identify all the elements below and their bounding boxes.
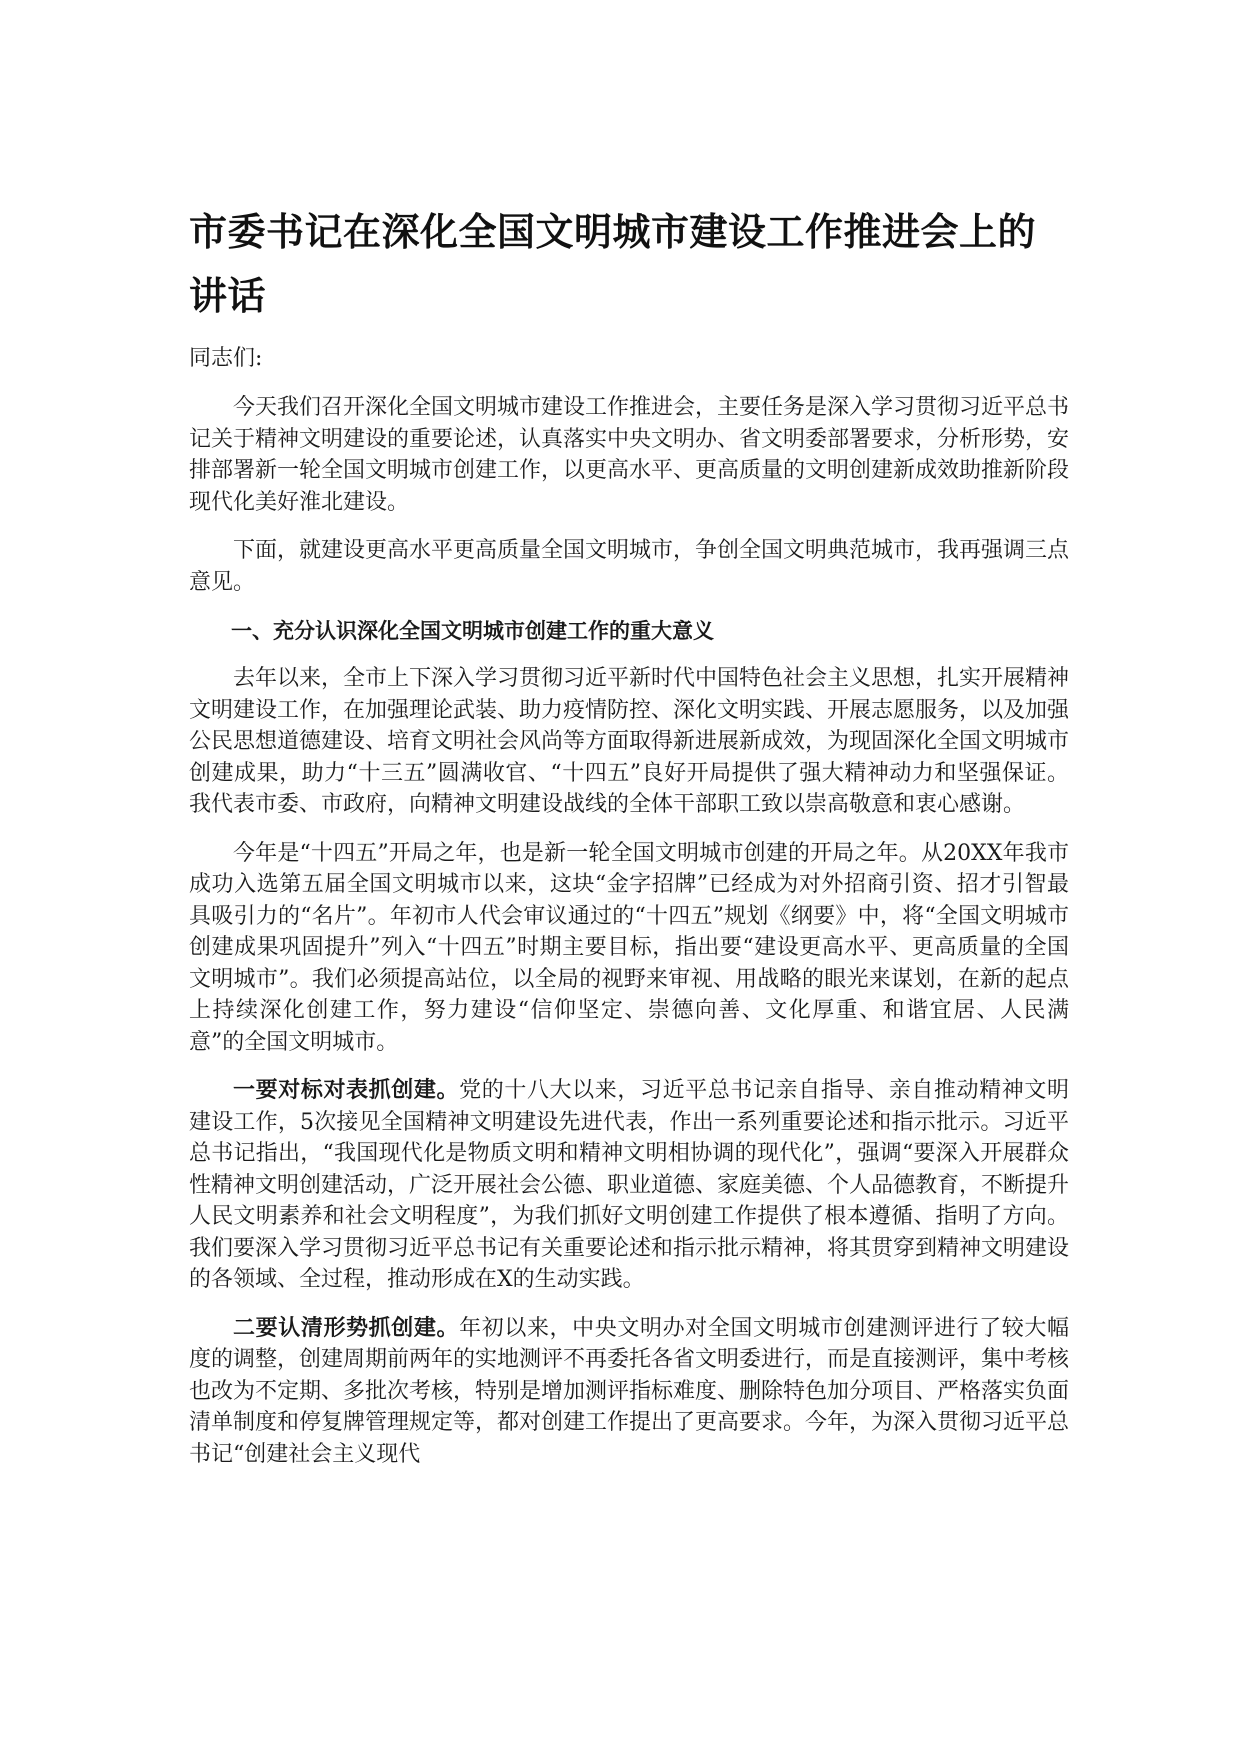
- point-two-lead: 二要认清形势抓创建。: [233, 1315, 460, 1341]
- document-title: 市委书记在深化全国文明城市建设工作推进会上的讲话: [189, 210, 1037, 318]
- section-paragraph-1: 去年以来，全市上下深入学习贯彻习近平新时代中国特色社会主义思想，扎实开展精神文明建设工作，在加强理论武装、助力疫情防控、深化文明实践、开展志愿服务，以及加强公民思想道德建设、培育文明社会风尚等方面取得新进展新成效，为现固深化全国文明城市创建成果，助力“十三五”圆满收官、“十四五”良好开局提供了强大精神动力和坚强保证。我代表市委、市政府，向精神文明建设战线的全体干部职工致以崇高敬意和衷心感谢。: [189, 666, 1070, 817]
- intro-paragraph-1: 今天我们召开深化全国文明城市建设工作推进会，主要任务是深入学习贯彻习近平总书记关于精神文明建设的重要论述，认真落实中央文明办、省文明委部署要求，分析形势，安排部署新一轮全国文明城市创建工作，以更高水平、更高质量的文明创建新成效助推新阶段现代化美好淮北建设。: [189, 395, 1070, 515]
- point-one-lead: 一要对标对表抓创建。: [233, 1078, 460, 1103]
- section-heading: 一、充分认识深化全国文明城市创建工作的重大意义: [231, 619, 714, 643]
- section-paragraph-2: 今年是“十四五”开局之年，也是新一轮全国文明城市创建的开局之年。从20XX年我市成功入选第五届全国文明城市以来，这块“金字招牌”已经成为对外招商引资、招才引智最具吸引力的“名片”。年初市人代会审议通过的“十四五”规划《纲要》中，将“全国文明城市创建成果巩固提升”列入“十四五”时期主要目标，指出要“建设更高水平、更高质量的全国文明城市”。我们必须提高站位，以全局的视野来审视、用战略的眼光来谋划，在新的起点上持续深化创建工作，努力建设“信仰坚定、崇德向善、文化厚重、和谐宜居、人民满意”的全国文明城市。: [189, 840, 1069, 1055]
- intro-paragraph-2: 下面，就建设更高水平更高质量全国文明城市，争创全国文明典范城市，我再强调三点意见。: [189, 538, 1070, 595]
- point-two-paragraph: [189, 1313, 1069, 1471]
- greeting: 同志们:: [189, 346, 263, 371]
- point-one-paragraph: [189, 1075, 1069, 1296]
- point-two-body: 年初以来，中央文明办对全国文明城市创建测评进行了较大幅度的调整，创建周期前两年的实地测评不再委托各省文明委进行，而是直接测评，集中考核也改为不定期、多批次考核，特别是增加测评指标难度、删除特色加分项目、严格落实负面清单制度和停复牌管理规定等，都对创建工作提出了更高要求。今年，为深入贯彻习近平总书记“创建社会主义现代: [189, 1315, 1070, 1467]
- point-one-body: 党的十八大以来，习近平总书记亲自指导、亲自推动精神文明建设工作，5次接见全国精神文明建设先进代表，作出一系列重要论述和指示批示。习近平总书记指出，“我国现代化是物质文明和精神文明相协调的现代化”，强调“要深入开展群众性精神文明创建活动，广泛开展社会公德、职业道德、家庭美德、个人品德教育，不断提升人民文明素养和社会文明程度”，为我们抓好文明创建工作提供了根本遵循、指明了方向。我们要深入学习贯彻习近平总书记有关重要论述和指示批示精神，将其贯穿到精神文明建设的各领域、全过程，推动形成在X的生动实践。: [189, 1078, 1070, 1292]
- document-body: [189, 200, 1069, 1487]
